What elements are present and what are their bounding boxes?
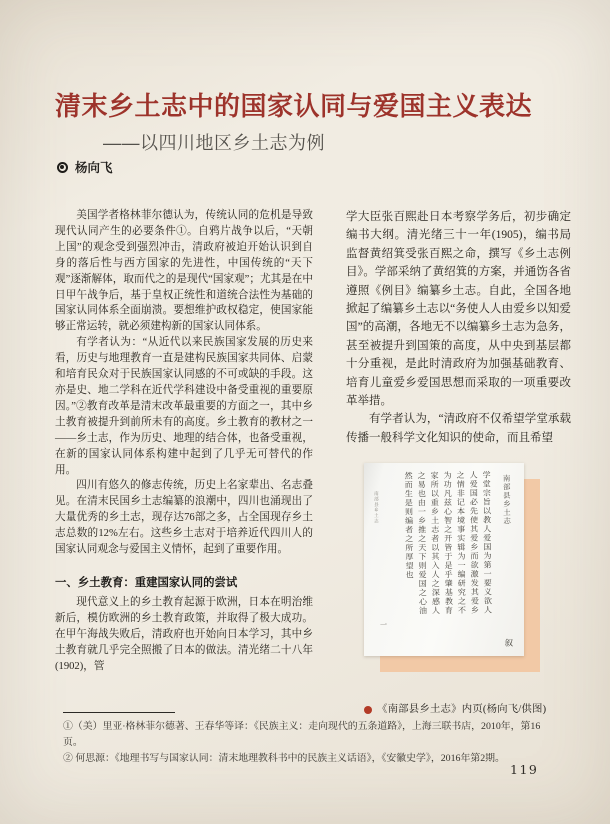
footnotes [63,712,553,766]
section-heading: 一、乡土教育：重建国家认同的尝试 [55,576,238,589]
manuscript-column: 学堂宗旨以教人爱国为第一要义欲人 [482,470,493,615]
manuscript-column: 为功凡兹心智之开皆于是乎肇基教育 [443,471,454,616]
manuscript-column: 人爱国必先使其爱乡而欲激发其爱乡 [469,470,480,616]
manuscript-section-column: 叙 [502,638,513,648]
article-body [55,208,571,720]
author-bullet-icon [57,162,68,173]
figure-caption-text: 《南部县乡土志》内页(杨向飞/供图) [377,704,547,716]
footnote: ①（美）里亚·格林菲尔德著、王春华等译：《民族主义：走向现代的五条道路》，上海三联书店，2010年，第16页。 [63,721,541,748]
manuscript-figure [364,463,540,675]
article-title: 清末乡土志中的国家认同与爱国主义表达 [55,91,533,121]
manuscript-column: 之情非记本境事实辑为一编研究之不 [456,471,467,616]
paragraph: 四川有悠久的修志传统，历史上名家辈出、名志叠见。在清末民国乡土志编纂的浪潮中，四川也涌现出了大量优秀的乡土志，现存达76部之多，占全国现存乡土志总数的12%左右。这些乡土志对于培养近代四川人的国家认同观念与爱国主义情怀，起到了重要作用。 [55,480,313,556]
manuscript-page-mark: 一 [380,620,387,629]
paragraph: 美国学者格林菲尔德认为，传统认同的危机是导致现代认同产生的必要条件①。自鸦片战争以后，“天朝上国”的观念受到强烈冲击，清政府被迫开始认识到自身的落后性与西方国家的先进性，中国传统的“天下观”逐渐解体，取而代之的是现代“国家观”；尤其是在中日甲午战争后，基于皇权正统性和道统合法性为基础的国家认同体系全面崩溃。要想维护政权稳定，使国家能够正常运转，就必须建构新的国家认同体系。 [55,210,313,333]
manuscript-column: 之易也由一乡推之天下则爱国之心油 [417,471,428,616]
right-column [346,208,571,720]
manuscript-text [381,471,515,649]
manuscript-photo [364,463,524,656]
paragraph: 学大臣张百熙赴日本考察学务后，初步确定编书大纲。清光绪三十一年(1905)，编书局监督黄绍箕受张百熙之命，撰写《乡土志例目》。学部采纳了黄绍箕的方案，并通饬各省遵照《例目》编纂乡土志。自此，全国各地掀起了编纂乡土志以“务使人人由爱乡以知爱国”的高潮，各地无不以编纂乡土志为急务，甚至被提升到国策的高度，从中央到基层都十分重视，是此时清政府为加强基础教育、培育儿童爱乡爱国思想而采取的一项重要改革举措。 [346,211,571,408]
footnote-divider [63,712,175,713]
author-line [57,158,113,176]
paragraph: 有学者认为：“从近代以来民族国家发展的历史来看，历史与地理教育一直是建构民族国家共同体、启蒙和培育民众对于民族国家认同感的不可或缺的手段。这亦是史、地二学科在近代学科建设中备受重视的重要原因。”②教育改革是清末改革最重要的方面之一，其中乡土教育被提升到前所未有的高度。乡土教育的教材之一——乡土志，作为历史、地理的结合体，也备受重视，在新的国家认同体系构建中起到了几乎无可替代的作用。 [55,337,313,476]
page-number: 119 [510,762,539,777]
manuscript-column: 然而生是则编者之所厚望也 [404,471,415,580]
paragraph: 现代意义上的乡土教育起源于欧洲，日本在明治维新后，模仿欧洲的乡土教育政策，并取得了极大成功。在甲午海战失败后，清政府也开始向日本学习，其中乡土教育就几乎完全照搬了日本的做法。清光绪二十八年(1902)，管 [55,596,313,672]
author-name: 杨向飞 [75,161,113,175]
manuscript-title-column: 南部县乡土志 [502,474,512,526]
article-subtitle: ——以四川地区乡土志为例 [103,133,325,153]
manuscript-side-label: 南部县乡土志 [374,491,380,525]
footnote: ② 何思源：《地理书写与国家认同：清末地理教科书中的民族主义话语》，《安徽史学》，2016年第2期。 [63,752,505,764]
paragraph: 有学者认为，“清政府不仅希望学堂承载传播一般科学文化知识的使命，而且希望 [346,413,571,444]
left-column [55,208,313,720]
manuscript-column: 家所以重乡土志者以其入人之深感人 [430,471,441,616]
